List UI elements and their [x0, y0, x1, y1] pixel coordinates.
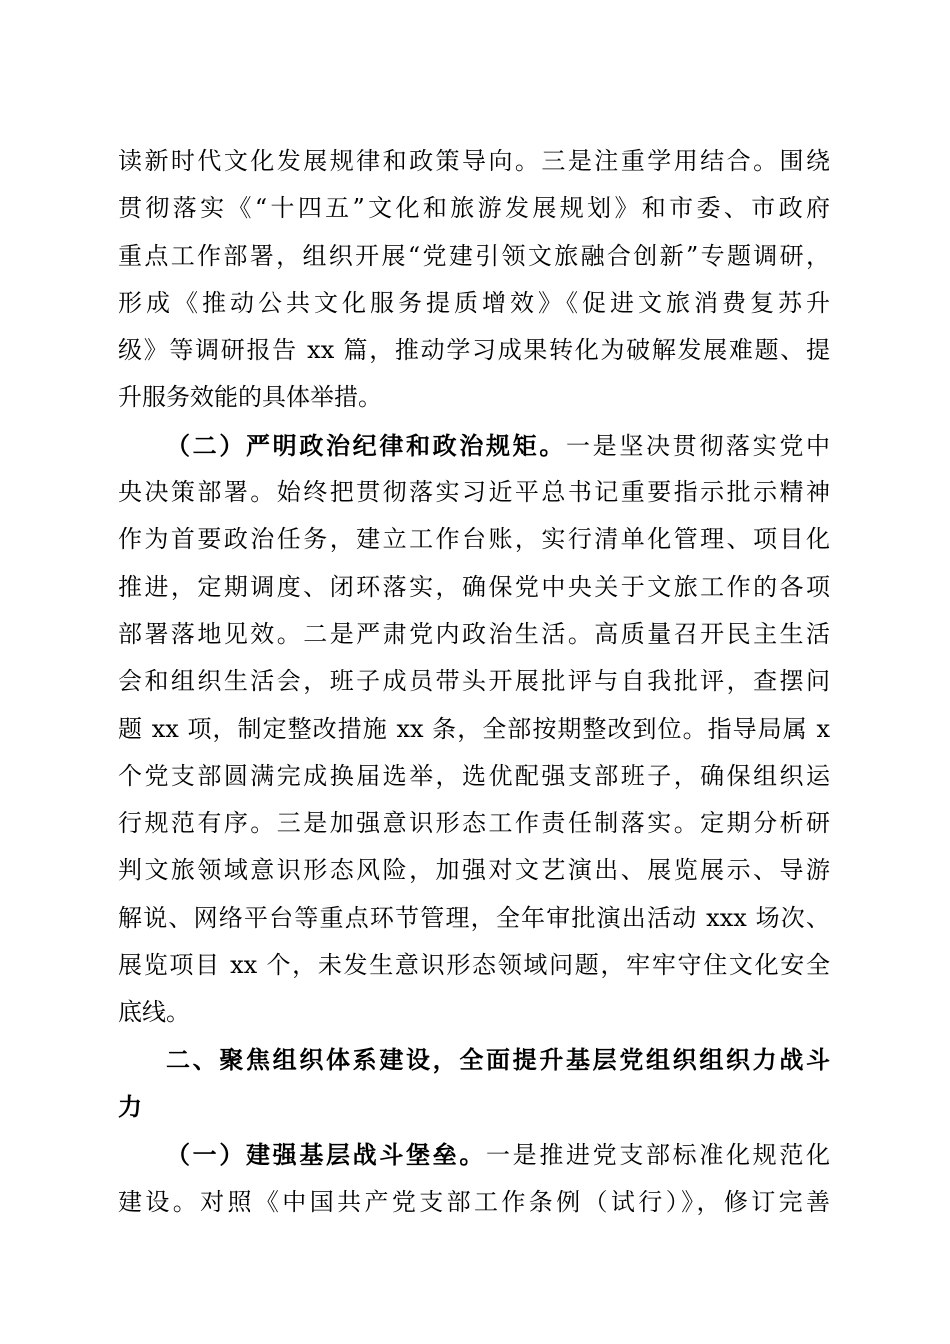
text-line: 解说、网络平台等重点环节管理，全年审批演出活动 xxx 场次、 [118, 903, 830, 932]
section-heading [118, 1037, 830, 1132]
text-line: 建设。对照《中国共产党支部工作条例（试行）》，修订完善 [118, 1187, 830, 1216]
paragraph-lead-line [118, 1131, 830, 1178]
subsection-title: （二）严明政治纪律和政治规矩。 [166, 430, 566, 460]
text-line: 级》等调研报告 xx 篇，推动学习成果转化为破解发展难题、提 [118, 336, 830, 365]
text-line: 读新时代文化发展规律和政策导向。三是注重学用结合。围绕 [118, 147, 830, 175]
text-line: 推进，定期调度、闭环落实，确保党中央关于文旅工作的各项 [118, 572, 830, 601]
text-line: 重点工作部署，组织开展“党建引领文旅融合创新”专题调研， [118, 241, 830, 270]
paragraph-1 [118, 138, 830, 422]
text-line: 题 xx 项，制定整改措施 xx 条，全部按期整改到位。指导局属 x [118, 714, 830, 743]
text-line: 形成《推动公共文化服务提质增效》《促进文旅消费复苏升 [118, 288, 830, 317]
document-body [118, 138, 830, 1226]
text-line: 部署落地见效。二是严肃党内政治生活。高质量召开民主生活 [118, 619, 830, 648]
text-line: 判文旅领域意识形态风险，加强对文艺演出、展览展示、导游 [118, 856, 830, 885]
paragraph-3 [118, 1131, 830, 1226]
subsection-title: （一）建强基层战斗堡垒。 [166, 1140, 486, 1170]
section-heading-line: 二、聚焦组织体系建设，全面提升基层党组织组织力战斗 [166, 1045, 830, 1074]
text-line: 个党支部圆满完成换届选举，选优配强支部班子，确保组织运 [118, 761, 830, 790]
text-line: 会和组织生活会，班子成员带头开展批评与自我批评，查摆问 [118, 667, 830, 696]
paragraph-2 [118, 422, 830, 1037]
text-line: 央决策部署。始终把贯彻落实习近平总书记重要指示批示精神 [118, 478, 830, 507]
text-line: 作为首要政治任务，建立工作台账，实行清单化管理、项目化 [118, 525, 830, 554]
text-line: 贯彻落实《“十四五”文化和旅游发展规划》和市委、市政府 [118, 194, 830, 223]
text-line: 行规范有序。三是加强意识形态工作责任制落实。定期分析研 [118, 809, 830, 838]
section-heading-line: 力 [118, 1092, 142, 1121]
lead-text: 一是坚决贯彻落实党中 [566, 431, 830, 460]
paragraph-lead-line [118, 422, 830, 469]
text-line: 展览项目 xx 个，未发生意识形态领域问题，牢牢守住文化安全 [118, 951, 830, 980]
text-line: 底线。 [118, 998, 190, 1027]
text-line: 升服务效能的具体举措。 [118, 383, 382, 412]
lead-text: 一是推进党支部标准化规范化 [486, 1141, 830, 1170]
